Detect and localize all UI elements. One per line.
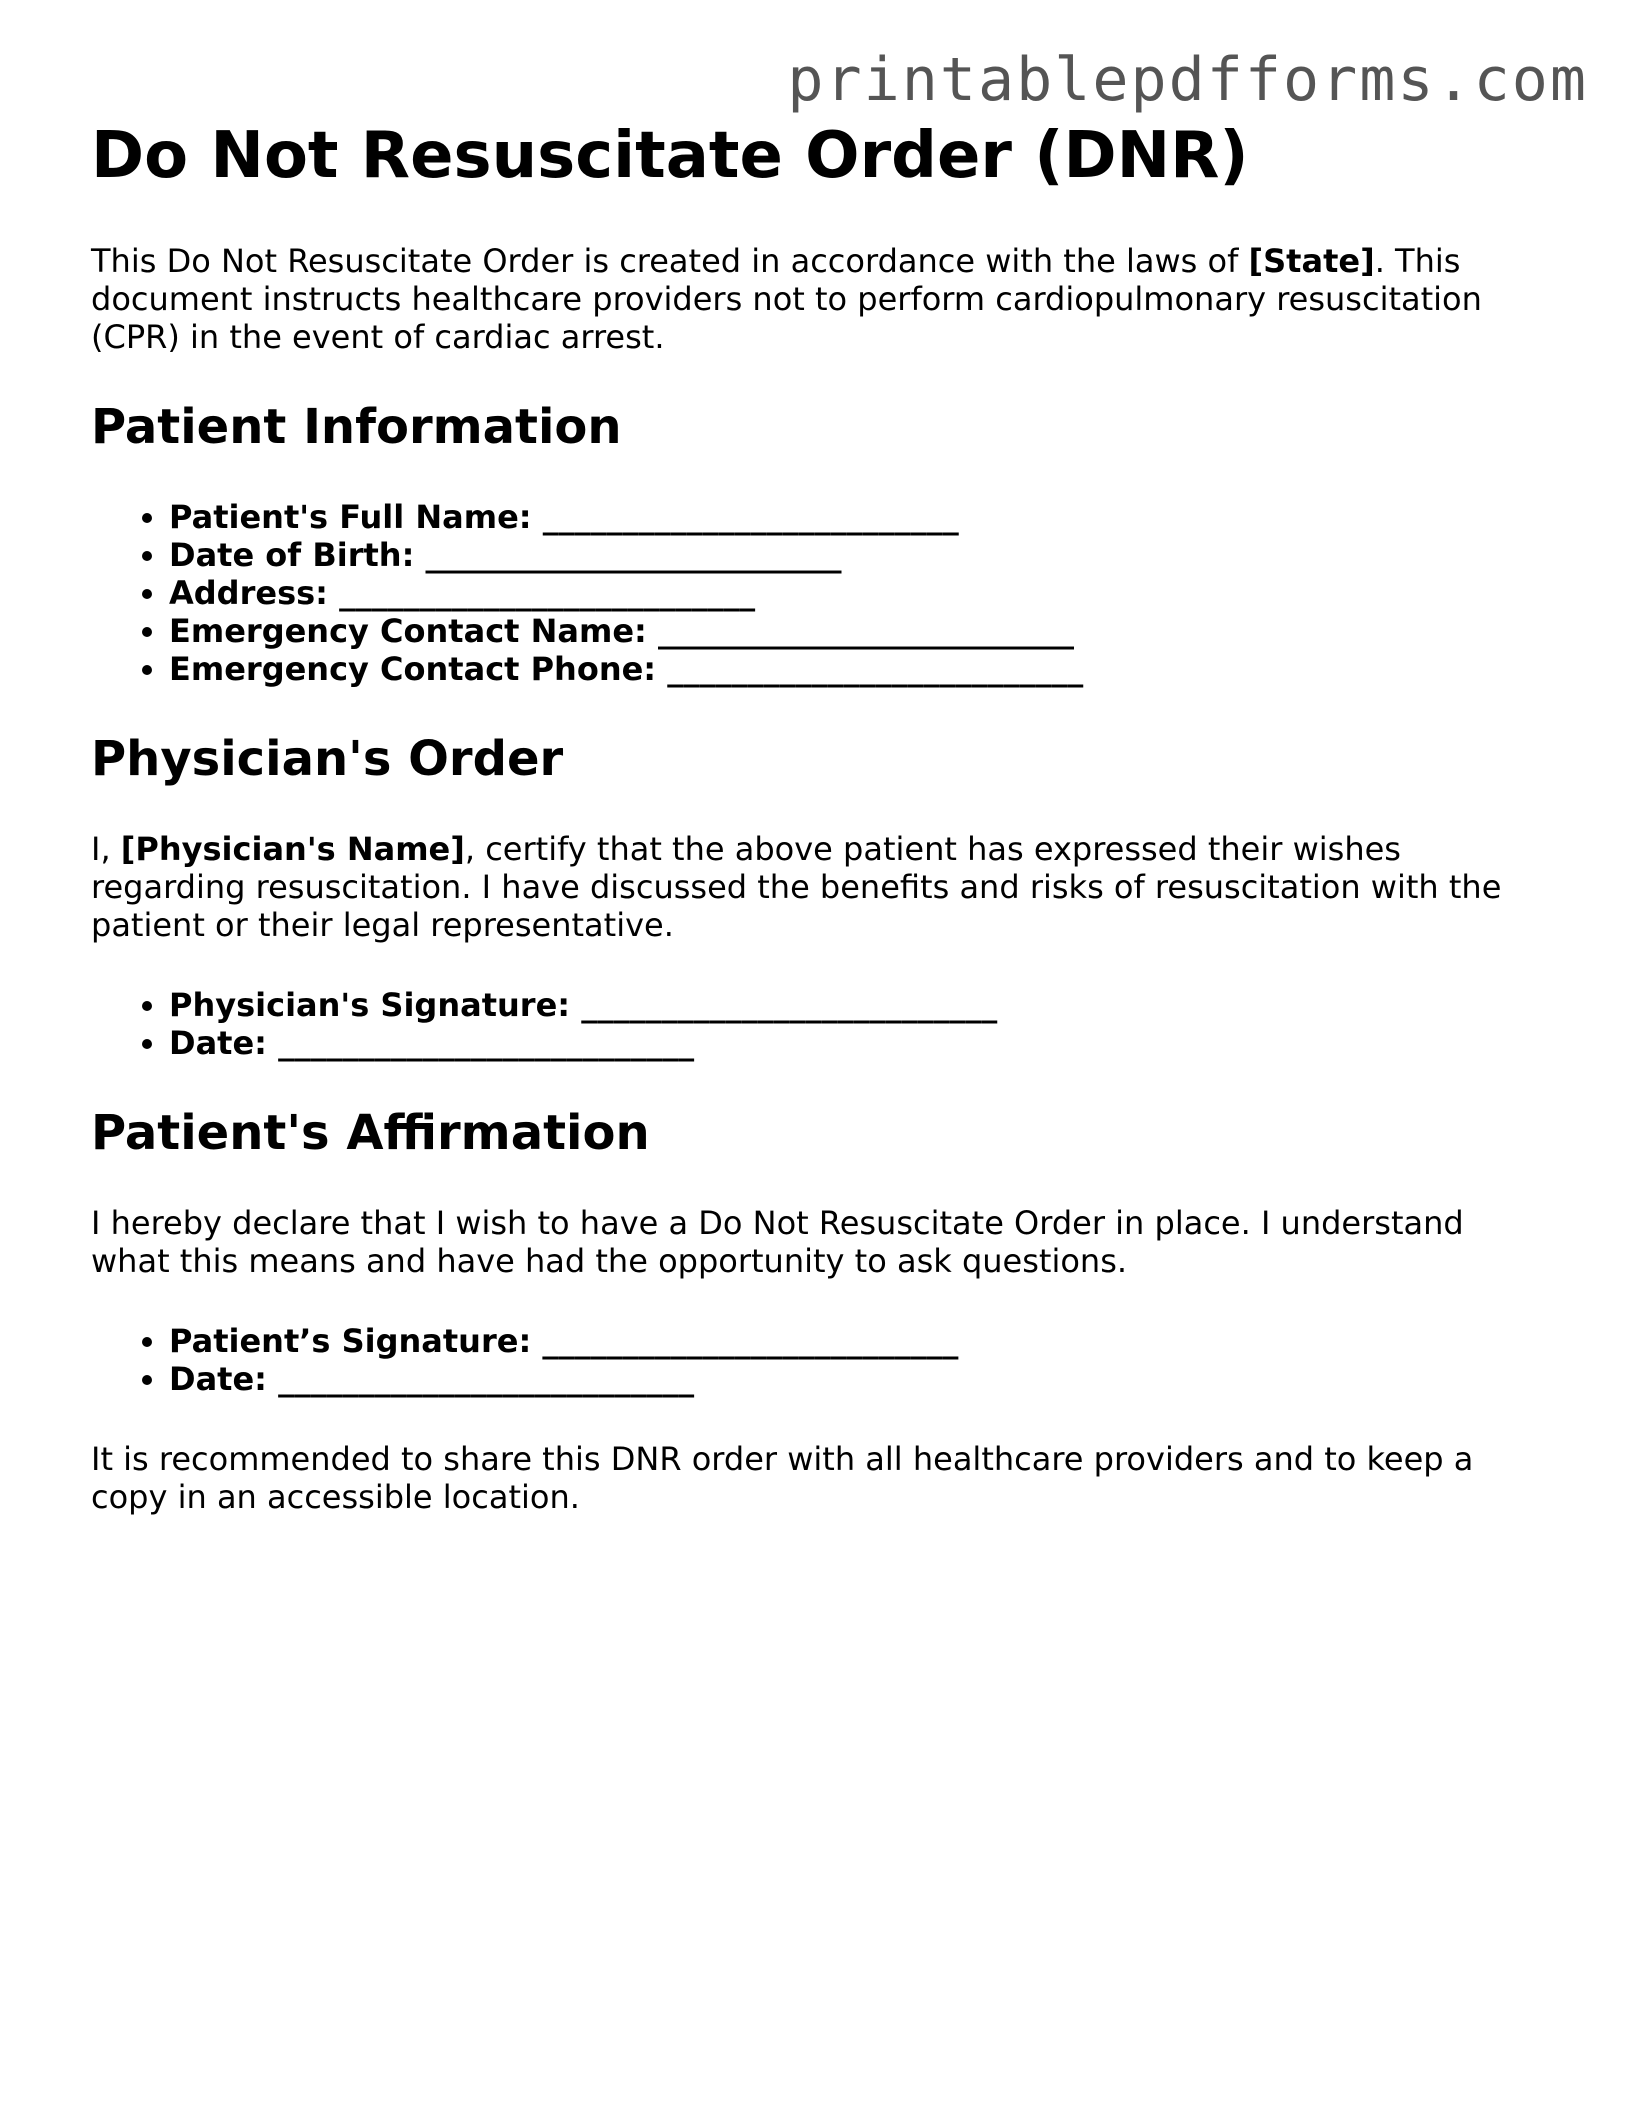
intro-text-end: . This document instructs healthcare providers not to perform cardiopulmonary resuscitation (CPR) in the event of cardiac arrest.	[91, 242, 1482, 356]
watermark: printablepdfforms.com	[787, 45, 1588, 115]
state-placeholder: [State]	[1248, 242, 1375, 280]
list-item-address	[169, 574, 1531, 612]
list-item-patient-signature	[169, 1322, 1531, 1360]
document-body	[91, 118, 1531, 1558]
patient-affirmation-heading: Patient's Affirmation	[91, 1105, 650, 1161]
list-item-patient-date	[169, 1360, 1531, 1398]
physician-order-paragraph	[91, 830, 1531, 944]
field-label: Date:	[169, 1360, 267, 1398]
page-title: Do Not Resuscitate Order (DNR)	[91, 119, 1249, 193]
emergency-contact-phone-blank[interactable]: __________________________	[667, 650, 1084, 688]
list-item-emergency-contact-name	[169, 612, 1531, 650]
list-item-physician-signature	[169, 986, 1531, 1024]
physician-name-placeholder: [Physician's Name]	[120, 830, 465, 868]
patient-info-heading: Patient Information	[91, 399, 622, 455]
closing-paragraph: It is recommended to share this DNR order with all healthcare providers and to keep a copy in an accessible location.	[91, 1440, 1474, 1516]
emergency-contact-name-blank[interactable]: __________________________	[657, 612, 1074, 650]
patient-affirmation-paragraph: I hereby declare that I wish to have a Do Not Resuscitate Order in place. I understand what this means and have had the opportunity to ask questions.	[91, 1204, 1464, 1280]
date-of-birth-blank[interactable]: __________________________	[425, 536, 842, 574]
field-label: Physician's Signature:	[169, 986, 571, 1024]
physician-order-list	[91, 986, 1531, 1062]
list-item-patient-name	[169, 498, 1531, 536]
patient-info-list	[91, 498, 1531, 688]
list-item-date-of-birth	[169, 536, 1531, 574]
physician-order-heading: Physician's Order	[91, 731, 564, 787]
intro-paragraph	[91, 242, 1531, 356]
field-label: Patient’s Signature:	[169, 1322, 532, 1360]
physician-text-start: I,	[91, 830, 121, 868]
patient-name-blank[interactable]: __________________________	[542, 498, 959, 536]
field-label: Address:	[169, 574, 328, 612]
field-label: Emergency Contact Phone:	[169, 650, 657, 688]
list-item-physician-date	[169, 1024, 1531, 1062]
field-label: Patient's Full Name:	[169, 498, 532, 536]
intro-text-start: This Do Not Resuscitate Order is created in accordance with the laws of	[91, 242, 1249, 280]
field-label: Emergency Contact Name:	[169, 612, 647, 650]
field-label: Date of Birth:	[169, 536, 415, 574]
address-blank[interactable]: __________________________	[339, 574, 756, 612]
physician-signature-blank[interactable]: __________________________	[581, 986, 998, 1024]
field-label: Date:	[169, 1024, 267, 1062]
physician-date-blank[interactable]: __________________________	[278, 1024, 695, 1062]
patient-affirmation-list	[91, 1322, 1531, 1398]
patient-date-blank[interactable]: __________________________	[278, 1360, 695, 1398]
patient-signature-blank[interactable]: __________________________	[542, 1322, 959, 1360]
physician-text-end: , certify that the above patient has expressed their wishes regarding resuscitation. I have discussed the benefits and risks of resuscitation with the patient or their legal representative.	[91, 830, 1502, 944]
list-item-emergency-contact-phone	[169, 650, 1531, 688]
